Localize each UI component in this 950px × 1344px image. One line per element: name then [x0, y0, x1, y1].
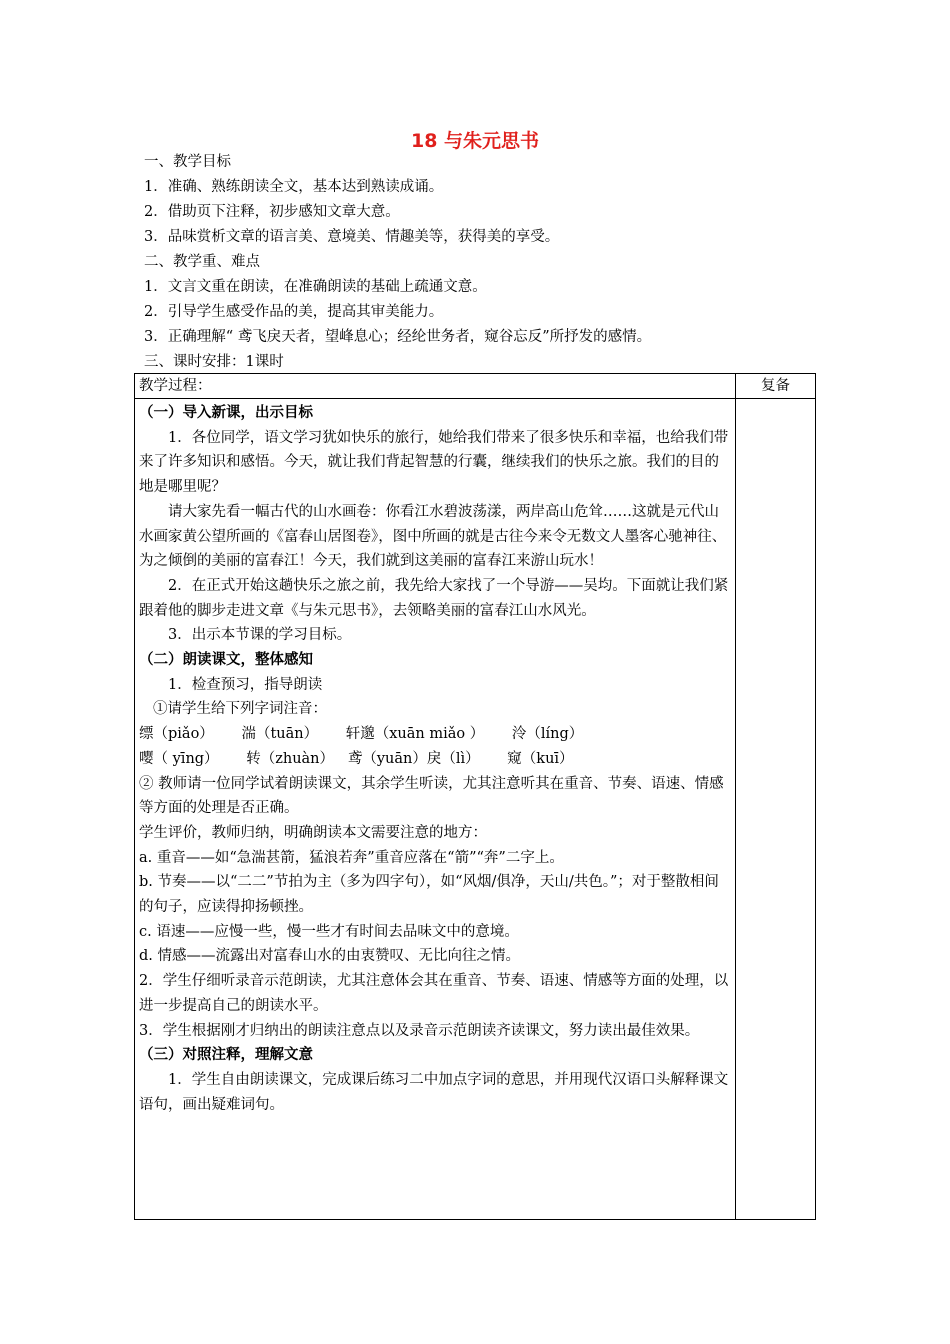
paragraph: 1．检查预习，指导朗读: [168, 676, 323, 693]
keypoint-item: 1．文言文重在朗读，在准确朗读的基础上疏通文意。: [144, 279, 487, 295]
paragraph: c. 语速——应慢一些，慢一些才有时间去品味文中的意境。: [139, 923, 519, 940]
paragraph: 1．各位同学，语文学习犹如快乐的旅行，她给我们带来了很多快乐和幸福，也给我们带来了许多知识和感悟。今天，就让我们背起智慧的行囊，继续我们的快乐之旅。我们的目的地是哪里呢？: [139, 429, 729, 496]
step-heading: （二）朗读课文，整体感知: [139, 652, 313, 669]
paragraph: 学生评价，教师归纳，明确朗读本文需要注意的地方：: [139, 824, 487, 841]
section-heading: 二、教学重、难点: [144, 254, 260, 270]
objective-item: 1．准确、熟练朗读全文，基本达到熟读成诵。: [144, 179, 444, 195]
paragraph: 请大家先看一幅古代的山水画卷：你看江水碧波荡漾，两岸高山危耸……这就是元代山水画家黄公望所画的《富春山居图卷》，图中所画的就是古往今来令无数文人墨客心驰神往、为之倾倒的美丽的富春江！今天，我们就到这美丽的富春江来游山玩水！: [139, 503, 727, 570]
paragraph: 2．在正式开始这趟快乐之旅之前，我先给大家找了一个导游——吴均。下面就让我们紧跟着他的脚步走进文章《与朱元思书》，去领略美丽的富春江山水风光。: [139, 577, 729, 619]
review-header: 复备: [736, 374, 816, 399]
review-column: [736, 399, 816, 1220]
pinyin-row: 缥（piǎo） 湍（tuān） 轩邈（xuān miǎo ） 泠（líng）: [139, 726, 584, 743]
process-content: [135, 399, 736, 1220]
section-heading: 三、课时安排：1课时: [144, 354, 284, 370]
page-title: 18 与朱元思书: [410, 130, 540, 152]
objective-item: 3．品味赏析文章的语言美、意境美、情趣美等，获得美的享受。: [144, 229, 560, 245]
paragraph: ①请学生给下列字词注音：: [153, 701, 327, 718]
step-heading: （一）导入新课，出示目标: [139, 405, 313, 421]
paragraph: 1．学生自由朗读课文，完成课后练习二中加点字词的意思，并用现代汉语口头解释课文语句，画出疑难词句。: [139, 1071, 729, 1113]
step-heading: （三）对照注释，理解文意: [139, 1047, 313, 1064]
pinyin-row: 嘤（ yīng） 转（zhuàn） 鸢（yuān）戾（lì） 窥（kuī）: [139, 750, 574, 767]
paragraph: 3．学生根据刚才归纳出的朗读注意点以及录音示范朗读齐读课文，努力读出最佳效果。: [139, 1022, 700, 1039]
lesson-table: [134, 373, 816, 1220]
paragraph: 2．学生仔细听录音示范朗读，尤其注意体会其在重音、节奏、语速、情感等方面的处理，以进一步提高自己的朗读水平。: [139, 973, 729, 1014]
section-heading: 一、教学目标: [144, 154, 231, 170]
keypoint-item: 2．引导学生感受作品的美，提高其审美能力。: [144, 304, 444, 320]
keypoint-item: 3．正确理解“ 鸢飞戾天者，望峰息心；经纶世务者，窥谷忘反”所抒发的感情。: [144, 329, 652, 345]
objectives-section: [134, 150, 651, 375]
paragraph: d. 情感——流露出对富春山水的由衷赞叹、无比向往之情。: [139, 948, 520, 965]
process-header: 教学过程：: [135, 374, 736, 399]
paragraph: a. 重音——如“急湍甚箭，猛浪若奔”重音应落在“箭”“奔”二字上。: [139, 849, 564, 866]
objective-item: 2．借助页下注释，初步感知文章大意。: [144, 204, 400, 220]
paragraph: 3．出示本节课的学习目标。: [168, 627, 352, 644]
paragraph: b. 节奏——以“二二”节拍为主（多为四字句），如“风烟/俱净，天山/共色。”；对于整散相间的句子，应读得抑扬顿挫。: [139, 874, 719, 916]
paragraph: ② 教师请一位同学试着朗读课文，其余学生听读，尤其注意听其在重音、节奏、语速、情感等方面的处理是否正确。: [139, 775, 724, 817]
